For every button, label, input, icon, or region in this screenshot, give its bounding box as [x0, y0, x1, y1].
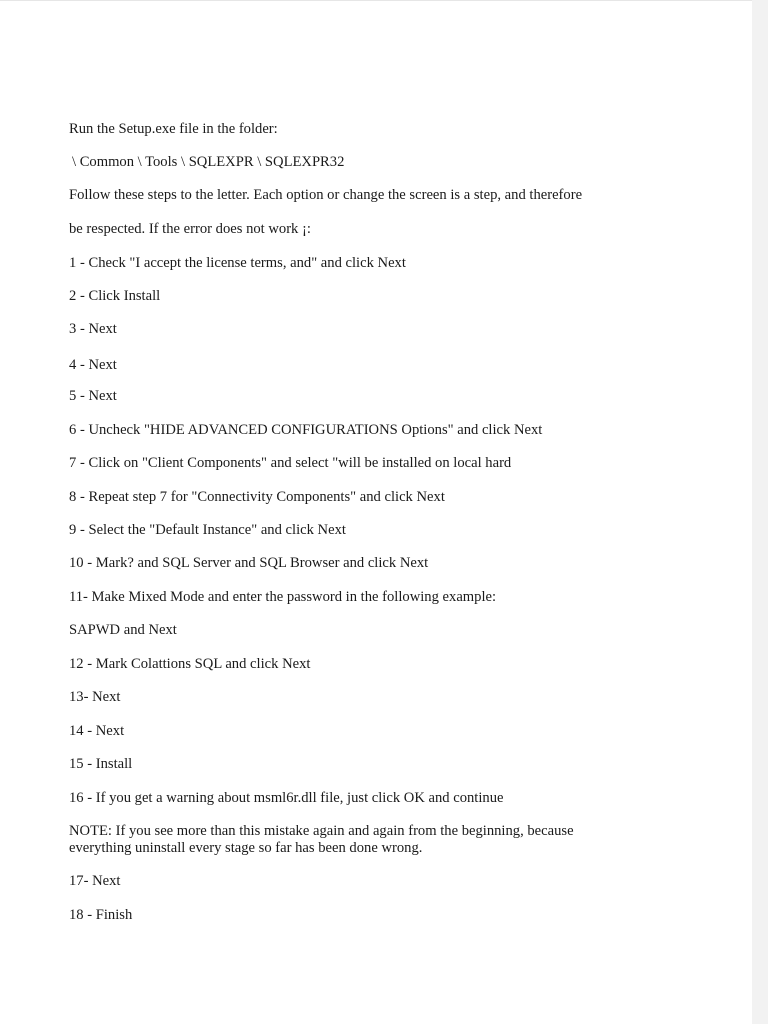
step-12: 12 - Mark Colattions SQL and click Next	[69, 656, 311, 672]
step-16: 16 - If you get a warning about msml6r.dll file, just click OK and continue	[69, 790, 504, 806]
step-11-password: SAPWD and Next	[69, 622, 177, 638]
folder-path-line: \ Common \ Tools \ SQLEXPR \ SQLEXPR32	[72, 154, 345, 170]
step-7: 7 - Click on "Client Components" and select "will be installed on local hard	[69, 455, 512, 471]
intro-line: Run the Setup.exe file in the folder:	[69, 121, 278, 137]
viewer-side-gutter	[752, 0, 768, 1024]
step-1: 1 - Check "I accept the license terms, and" and click Next	[69, 255, 406, 271]
step-3: 3 - Next	[69, 321, 117, 337]
step-17: 17- Next	[69, 873, 121, 889]
step-9: 9 - Select the "Default Instance" and click Next	[69, 522, 346, 538]
instructions-line-2: be respected. If the error does not work ¡:	[69, 221, 311, 237]
note-paragraph: NOTE: If you see more than this mistake again and again from the beginning, because everything uninstall every stage so far has been done wrong.	[69, 823, 574, 856]
step-13: 13- Next	[69, 689, 121, 705]
step-8: 8 - Repeat step 7 for "Connectivity Components" and click Next	[69, 489, 445, 505]
step-6: 6 - Uncheck "HIDE ADVANCED CONFIGURATIONS Options" and click Next	[69, 422, 543, 438]
step-4: 4 - Next	[69, 357, 117, 373]
step-10: 10 - Mark? and SQL Server and SQL Browser and click Next	[69, 555, 429, 571]
step-5: 5 - Next	[69, 388, 117, 404]
instructions-line-1: Follow these steps to the letter. Each option or change the screen is a step, and therefore	[69, 187, 583, 203]
step-2: 2 - Click Install	[69, 288, 161, 304]
step-18: 18 - Finish	[69, 907, 133, 923]
step-15: 15 - Install	[69, 756, 133, 772]
step-14: 14 - Next	[69, 723, 125, 739]
step-11: 11- Make Mixed Mode and enter the password in the following example:	[69, 589, 497, 605]
